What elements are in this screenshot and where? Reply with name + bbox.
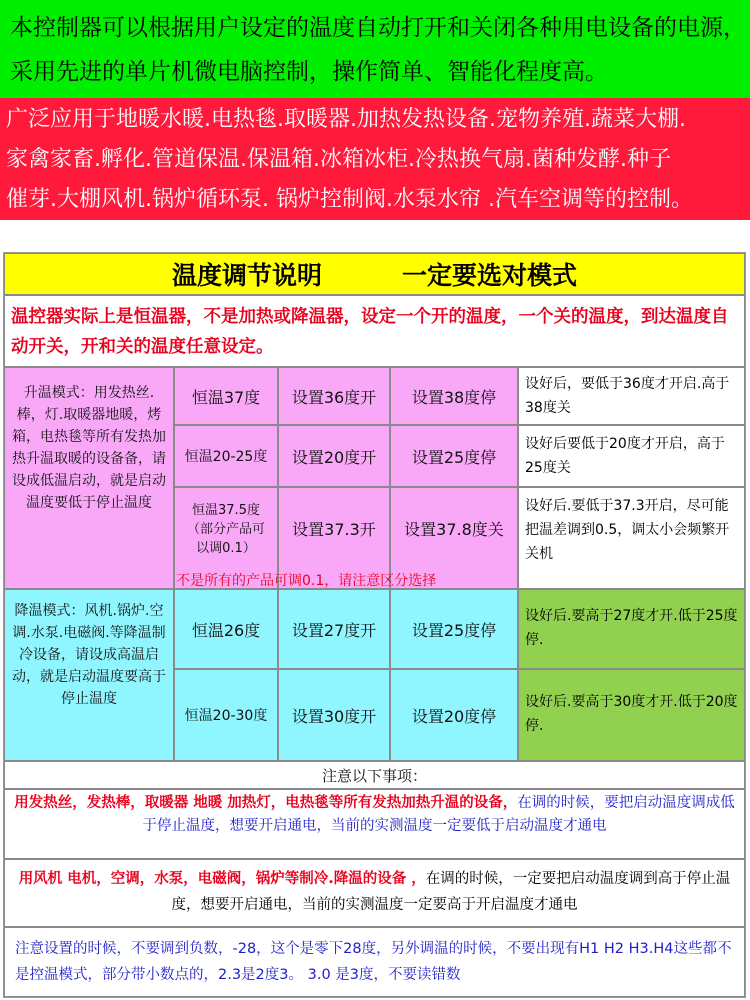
title-left: 温度调节说明: [171, 261, 322, 290]
cool-mode-description: 降温模式：风机.锅炉.空调.水泵.电磁阀.等降温制冷设备，请设成高温启动，就是启动温度要高于停止温度: [4, 589, 174, 761]
decimal-warning: 不是所有的产品可调0.1，请注意区分选择: [176, 573, 437, 589]
notice-cooling: [4, 859, 745, 927]
cool-row-off: 设置25度停: [390, 589, 518, 669]
application-line: 催芽.大棚风机.锅炉循环泵. 锅炉控制阀.水泵水帘 .汽车空调等的控制。: [6, 187, 693, 212]
cool-row-note: 设好后.要高于30度才开.低于20度停.: [518, 669, 745, 761]
title-right: 一定要选对模式: [402, 261, 578, 290]
notice-heating: [4, 789, 745, 859]
heat-row-constant: 恒温37度: [174, 367, 278, 425]
heat-row-note: 设好后要低于20度才开启，高于25度关: [518, 425, 745, 487]
cool-row-constant: 恒温20-30度: [174, 669, 278, 761]
notice-heating-instruction: 在调的时候，要把启动温度调成低于停止温度，想要开启通电，当前的实测温度一定要低于启动温度才通电: [142, 795, 735, 834]
heat-row-off: 设置37.8度关: [390, 487, 518, 589]
notice-settings: 注意设置的时候，不要调到负数，-28，这个是零下28度，另外调温的时候，不要出现有H1 H2 H3.H4这些都不是控温模式，部分带小数点的，2.3是2度3。 3.0 是3度，不要读错数: [4, 927, 745, 997]
cool-row-on: 设置27度开: [278, 589, 390, 669]
heat-row-note: 设好后.要低于37.3开启，尽可能把温差调到0.5，调太小会频繁开关机: [518, 487, 745, 589]
table-title: [4, 253, 745, 295]
heat-row-on: 设置36度开: [278, 367, 390, 425]
notice-cooling-instruction: 在调的时候，一定要把启动温度调到高于停止温度，想要开启通电，当前的实测温度一定要高于开启温度才通电: [171, 871, 731, 913]
notice-heading: 注意以下事项：: [4, 761, 745, 789]
intro-description: [0, 0, 750, 98]
heat-row-note: 设好后，要低于36度才开启.高于38度关: [518, 367, 745, 425]
intro-green-text: 本控制器可以根据用户设定的温度自动打开和关闭各种用电设备的电源，采用先进的单片机微电脑控制，操作简单、智能化程度高。: [10, 15, 746, 85]
notice-heating-devices: 用发热丝，发热棒，取暖器 地暖 加热灯，电热毯等所有发热加热升温的设备，: [14, 795, 518, 811]
heat-row-constant: 恒温37.5度（部分产品可以调0.1）: [174, 487, 278, 589]
heat-mode-description: 升温模式：用发热丝.棒，灯.取暖器地暖，烤箱，电热毯等所有发热加热升温取暖的设备备，请设成低温启动，就是启动温度要低于停止温度: [4, 367, 174, 589]
application-line: 广泛应用于地暖水暖.电热毯.取暖器.加热发热设备.宠物养殖.蔬菜大棚.: [6, 107, 686, 132]
temperature-table: [3, 252, 746, 998]
heat-row-constant: 恒温20-25度: [174, 425, 278, 487]
application-list: [0, 98, 750, 220]
cool-row-off: 设置20度停: [390, 669, 518, 761]
heat-row-off: 设置38度停: [390, 367, 518, 425]
heat-row-on: 设置37.3开: [278, 487, 390, 589]
cool-row-note: 设好后.要高于27度才开.低于25度停.: [518, 589, 745, 669]
application-line: 家禽家畜.孵化.管道保温.保温箱.冰箱冰柜.冷热换气扇.菌种发酵.种子: [6, 147, 671, 172]
notice-cooling-devices: 用风机 电机，空调，水泵，电磁阀，锅炉等制冷.降温的设备 ，: [18, 871, 426, 887]
table-summary: 温控器实际上是恒温器，不是加热或降温器，设定一个开的温度，一个关的温度，到达温度自动开关，开和关的温度任意设定。: [4, 295, 745, 367]
cool-row-on: 设置30度开: [278, 669, 390, 761]
heat-row-on: 设置20度开: [278, 425, 390, 487]
cool-row-constant: 恒温26度: [174, 589, 278, 669]
heat-row-off: 设置25度停: [390, 425, 518, 487]
